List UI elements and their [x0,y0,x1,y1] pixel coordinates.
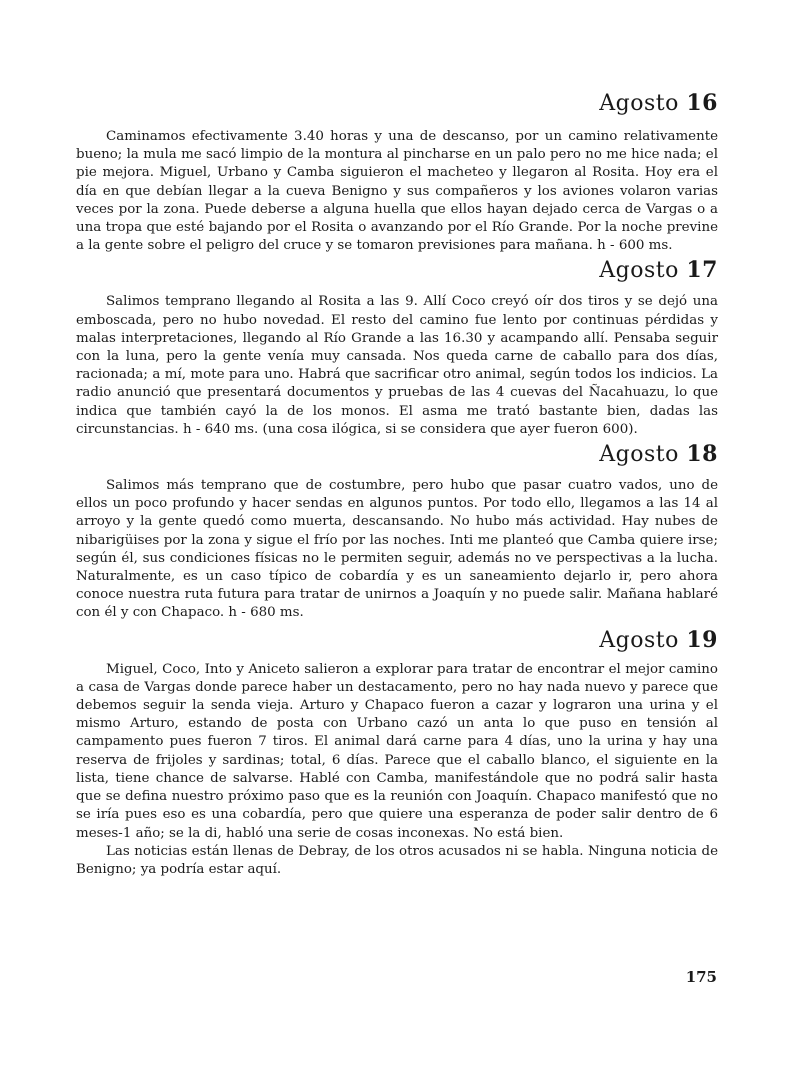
entry-paragraph: Salimos temprano llegando al Rosita a las 9. Allí Coco creyó oír dos tiros y se dejó una emboscada, pero no hubo novedad. El resto del camino fue lento por continuas pérdidas y malas interpretaciones, llegando al Río Grande a las 16.30 y acampando allí. Pensaba seguir con la luna, pero la gente venía muy cansada. Nos queda carne de caballo para dos días, racionada; a mí, mote para uno. Habrá que sacrificar otro animal, según todos los indicios. La radio anunció que presentará documentos y pruebas de las 4 cuevas del Ñacahuazu, lo que indica que también cayó la de los monos. El asma me trató bastante bien, dadas las circunstancias. h - 640 ms. (una cosa ilógica, si se considera que ayer fueron 600). [76,294,718,437]
entry-heading-agosto-17 [76,257,718,283]
heading-day: 17 [686,257,718,284]
heading-day: 19 [686,626,718,653]
entry-paragraph: Salimos más temprano que de costumbre, pero hubo que pasar cuatro vados, uno de ellos un poco profundo y hacer sendas en algunos puntos. Por todo ello, llegamos a las 14 al arroyo y la gente quedó como muerta, descansando. No hubo más actividad. Hay nubes de nibarigüises por la zona y sigue el frío por las noches. Inti me planteó que Camba quiere irse; según él, sus condiciones físicas no le permiten seguir, además no ve perspectivas a la lucha. Naturalmente, es un caso típico de cobardía y es un saneamiento dejarlo ir, pero ahora conoce nuestra ruta futura para tratar de unirnos a Joaquín y no puede salir. Mañana hablaré con él y con Chapaco. h - 680 ms. [76,478,718,621]
entry-body-agosto-19 [76,661,718,879]
entry-body-agosto-16 [76,128,718,255]
entry-paragraph: Miguel, Coco, Into y Aniceto salieron a explorar para tratar de encontrar el mejor camino a casa de Vargas donde parece haber un destacamento, pero no hay nada nuevo y parece que debemos seguir la senda vieja. Arturo y Chapaco fueron a cazar y lograron una urina y el mismo Arturo, estando de posta con Urbano cazó un anta lo que puso en tensión al campamento pues fueron 7 tiros. El animal dará carne para 4 días, uno la urina y hay una reserva de frijoles y sardinas; total, 6 días. Parece que el caballo blanco, el siguiente en la lista, tiene chance de salvarse. Hablé con Camba, manifestándole que no podrá salir hasta que se defina nuestro próximo paso que es la reunión con Joaquín. Chapaco manifestó que no se iría pues eso es una cobardía, pero que quiere una esperanza de poder salir dentro de 6 meses-1 año; se la di, habló una serie de cosas inconexas. No está bien. [76,661,718,841]
heading-month: Agosto [599,258,679,284]
entry-paragraph: Caminamos efectivamente 3.40 horas y una de descanso, por un camino relativamente bueno; la mula me sacó limpio de la montura al pincharse en un palo pero no me hice nada; el pie mejora. Miguel, Urbano y Camba siguieron el macheteo y llegaron al Rosita. Hoy era el día en que debían llegar a la cueva Benigno y sus compañeros y los aviones volaron varias veces por la zona. Puede deberse a alguna huella que ellos hayan dejado cerca de Vargas o a una tropa que esté bajando por el Rosita o avanzando por el Río Grande. Por la noche previne a la gente sobre el peligro del cruce y se tomaron previsiones para mañana. h - 600 ms. [76,129,718,254]
heading-day: 18 [686,441,718,468]
heading-month: Agosto [599,442,679,468]
entry-heading-agosto-18 [76,441,718,467]
heading-month: Agosto [599,627,679,653]
heading-month: Agosto [599,91,679,116]
entry-heading-agosto-19 [76,627,718,653]
entry-paragraph: Las noticias están llenas de Debray, de los otros acusados ni se habla. Ninguna noticia de Benigno; ya podría estar aquí. [76,843,718,877]
entry-body-agosto-18 [76,477,718,623]
entry-heading-agosto-16 [76,90,718,116]
heading-day: 16 [686,90,718,116]
diary-page [76,90,718,879]
entry-body-agosto-17 [76,293,718,439]
page-number: 175 [685,968,717,986]
